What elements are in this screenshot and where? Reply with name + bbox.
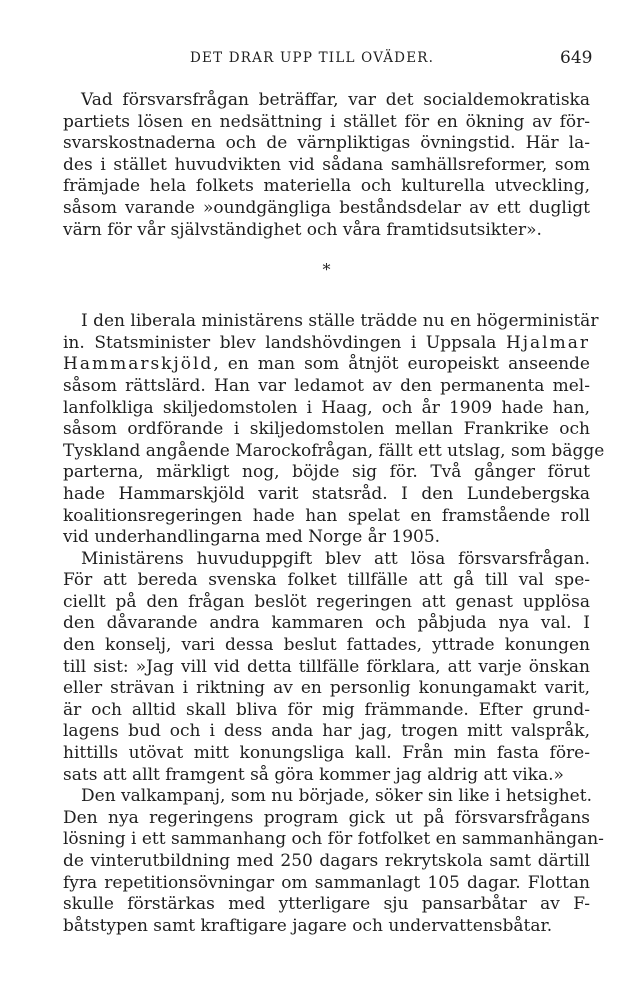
text-line: koalitionsregeringen hade han spelat en framstående roll [63,505,590,526]
text-line: är och alltid skall bliva för mig främmande. Efter grund- [63,699,590,720]
text-line: hittills utövat mitt konungsliga kall. Från min fasta före- [63,743,590,764]
text-line: ciellt på den frågan beslöt regeringen att genast upplösa [63,591,590,612]
text-line: Den nya regeringens program gick ut på försvarsfrågans [63,807,590,828]
text-line: de vinterutbildning med 250 dagars rekrytskola samt därtill [63,851,590,871]
text-line: fyra repetitionsövningar om sammanlagt 105 dagar. Flottan [63,872,590,893]
text-fragment: in. Statsminister blev landshövdingen i Uppsala [63,332,506,353]
text-line: lösning i ett sammanhang och för fotfolket en sammanhängan- [63,829,604,850]
paragraph-4 [63,786,604,937]
person-name: Hjalmar [505,332,590,353]
text-line: parterna, märkligt nog, böjde sig för. Två gånger förut [63,462,590,483]
text-line: eller strävan i riktning av en personlig konungamakt varit, [63,678,590,699]
text-line: lagens bud och i dess anda har jag, trogen mitt valspråk, [63,721,590,742]
text-line [63,333,590,355]
text-line: För att bereda svenska folket tillfälle att gå till val spe- [63,570,590,591]
text-line: främjade hela folkets materiella och kulturella utveckling, [63,176,590,197]
text-line: såsom ordförande i skiljedomstolen mellan Frankrike och [63,419,590,440]
page-body [63,90,605,937]
text-line: värn för vår självständighet och våra framtidsutsikter». [63,219,542,240]
text-fragment: , en man som åtnjöt europeiskt anseende [213,354,590,375]
text-line: till sist: »Jag vill vid detta tillfälle förklara, att varje önskan [63,656,590,677]
person-name: Hammarskjöld [63,354,214,375]
text-line: båtstypen samt kraftigare jagare och undervattensbåtar. [63,915,553,936]
text-line: partiets lösen en nedsättning i stället för en ökning av för- [63,111,590,132]
text-line: skulle förstärkas med ytterligare sju pansarbåtar av F- [63,894,590,915]
section-separator: * [322,260,331,280]
text-line: Tyskland angående Marockofrågan, fällt ett utslag, som bägge [63,440,605,461]
text-line: lanfolkliga skiljedomstolen i Haag, och år 1909 hade han, [63,397,590,418]
text-line: hade Hammarskjöld varit statsråd. I den Lundebergska [63,483,590,504]
text-line: Vad försvarsfrågan beträffar, var det socialdemokratiska [81,90,590,110]
text-line: svarskostnaderna och de värnpliktigas övningstid. Här la- [63,133,590,154]
text-line: I den liberala ministärens ställe trädde nu en högerministär [81,311,599,332]
running-title: DET DRAR UPP TILL OVÄDER. [190,50,435,66]
paragraph-1 [63,90,590,241]
page-number: 649 [560,48,593,68]
text-line: sats att allt framgent så göra kommer jag aldrig att vika.» [63,764,564,785]
text-line: des i stället huvudvikten vid sådana samhällsreformer, som [63,154,590,175]
running-head [0,48,637,72]
text-line: såsom rättslärd. Han var ledamot av den permanenta mel- [63,375,590,396]
text-line: den konselj, vari dessa beslut fattades, yttrade konungen [63,635,590,656]
text-line: den dåvarande andra kammaren och påbjuda nya val. I [63,613,590,634]
paragraph-2 [63,311,605,549]
paragraph-3 [63,549,590,787]
text-line: såsom varande »oundgängliga beståndsdelar av ett dugligt [63,197,590,218]
text-line: Ministärens huvuduppgift blev att lösa försvarsfrågan. [81,548,590,569]
text-line [63,354,590,376]
text-line: vid underhandlingarna med Norge år 1905. [63,527,441,548]
text-line: Den valkampanj, som nu började, söker sin like i hetsighet. [81,786,592,807]
